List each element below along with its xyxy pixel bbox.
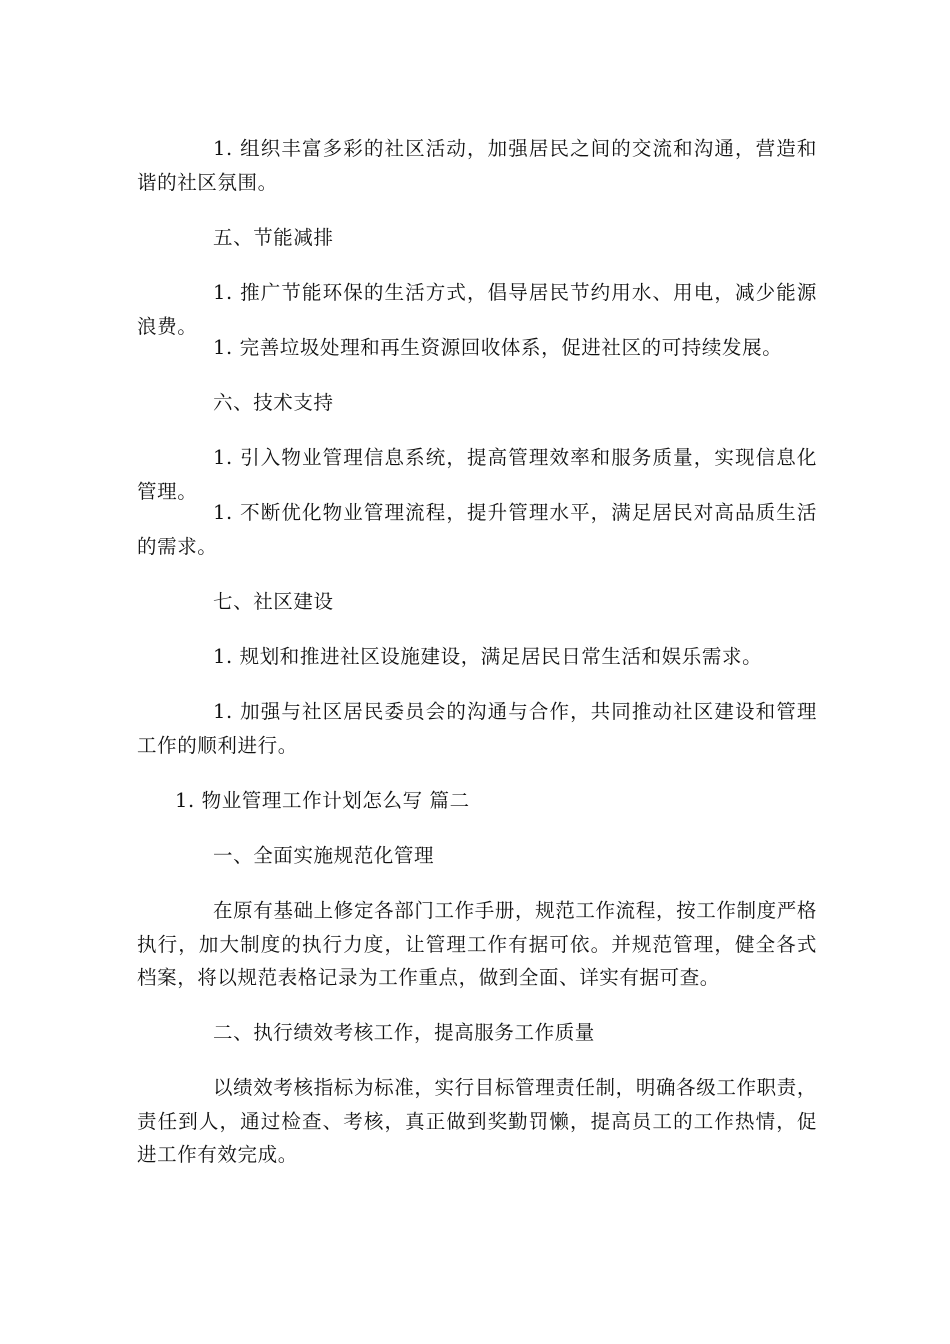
- section-title-part-two: 1. 物业管理工作计划怎么写 篇二: [175, 789, 470, 812]
- heading-energy-saving: 五、节能减排: [213, 226, 334, 249]
- paragraph-facility-construction: 1. 规划和推进社区设施建设，满足居民日常生活和娱乐需求。: [213, 645, 763, 668]
- paragraph-standardized-management: 在原有基础上修定各部门工作手册，规范工作流程，按工作制度严格执行，加大制度的执行力度，让管理工作有据可依。并规范管理，健全各式档案，将以规范表格记录为工作重点，做到全面、详实有据可查。: [137, 899, 817, 989]
- heading-community-building: 七、社区建设: [213, 590, 334, 613]
- heading-standardized-management: 一、全面实施规范化管理: [213, 844, 435, 867]
- paragraph-performance-appraisal: 以绩效考核指标为标准，实行目标管理责任制，明确各级工作职责，责任到人，通过检查、考核，真正做到奖勤罚懒，提高员工的工作热情，促进工作有效完成。: [137, 1076, 817, 1166]
- paragraph-community-activities: 1. 组织丰富多彩的社区活动，加强居民之间的交流和沟通，营造和谐的社区氛围。: [137, 137, 817, 194]
- paragraph-green-lifestyle: 1. 推广节能环保的生活方式，倡导居民节约用水、用电，减少能源浪费。: [137, 281, 817, 338]
- heading-performance-appraisal: 二、执行绩效考核工作，提高服务工作质量: [213, 1021, 595, 1044]
- paragraph-process-optimization: 1. 不断优化物业管理流程，提升管理水平，满足居民对高品质生活的需求。: [137, 501, 817, 558]
- paragraph-information-system: 1. 引入物业管理信息系统，提高管理效率和服务质量，实现信息化管理。: [137, 446, 817, 503]
- paragraph-waste-recycling: 1. 完善垃圾处理和再生资源回收体系，促进社区的可持续发展。: [213, 336, 783, 359]
- heading-technical-support: 六、技术支持: [213, 391, 334, 414]
- paragraph-committee-cooperation: 1. 加强与社区居民委员会的沟通与合作，共同推动社区建设和管理工作的顺利进行。: [137, 700, 817, 757]
